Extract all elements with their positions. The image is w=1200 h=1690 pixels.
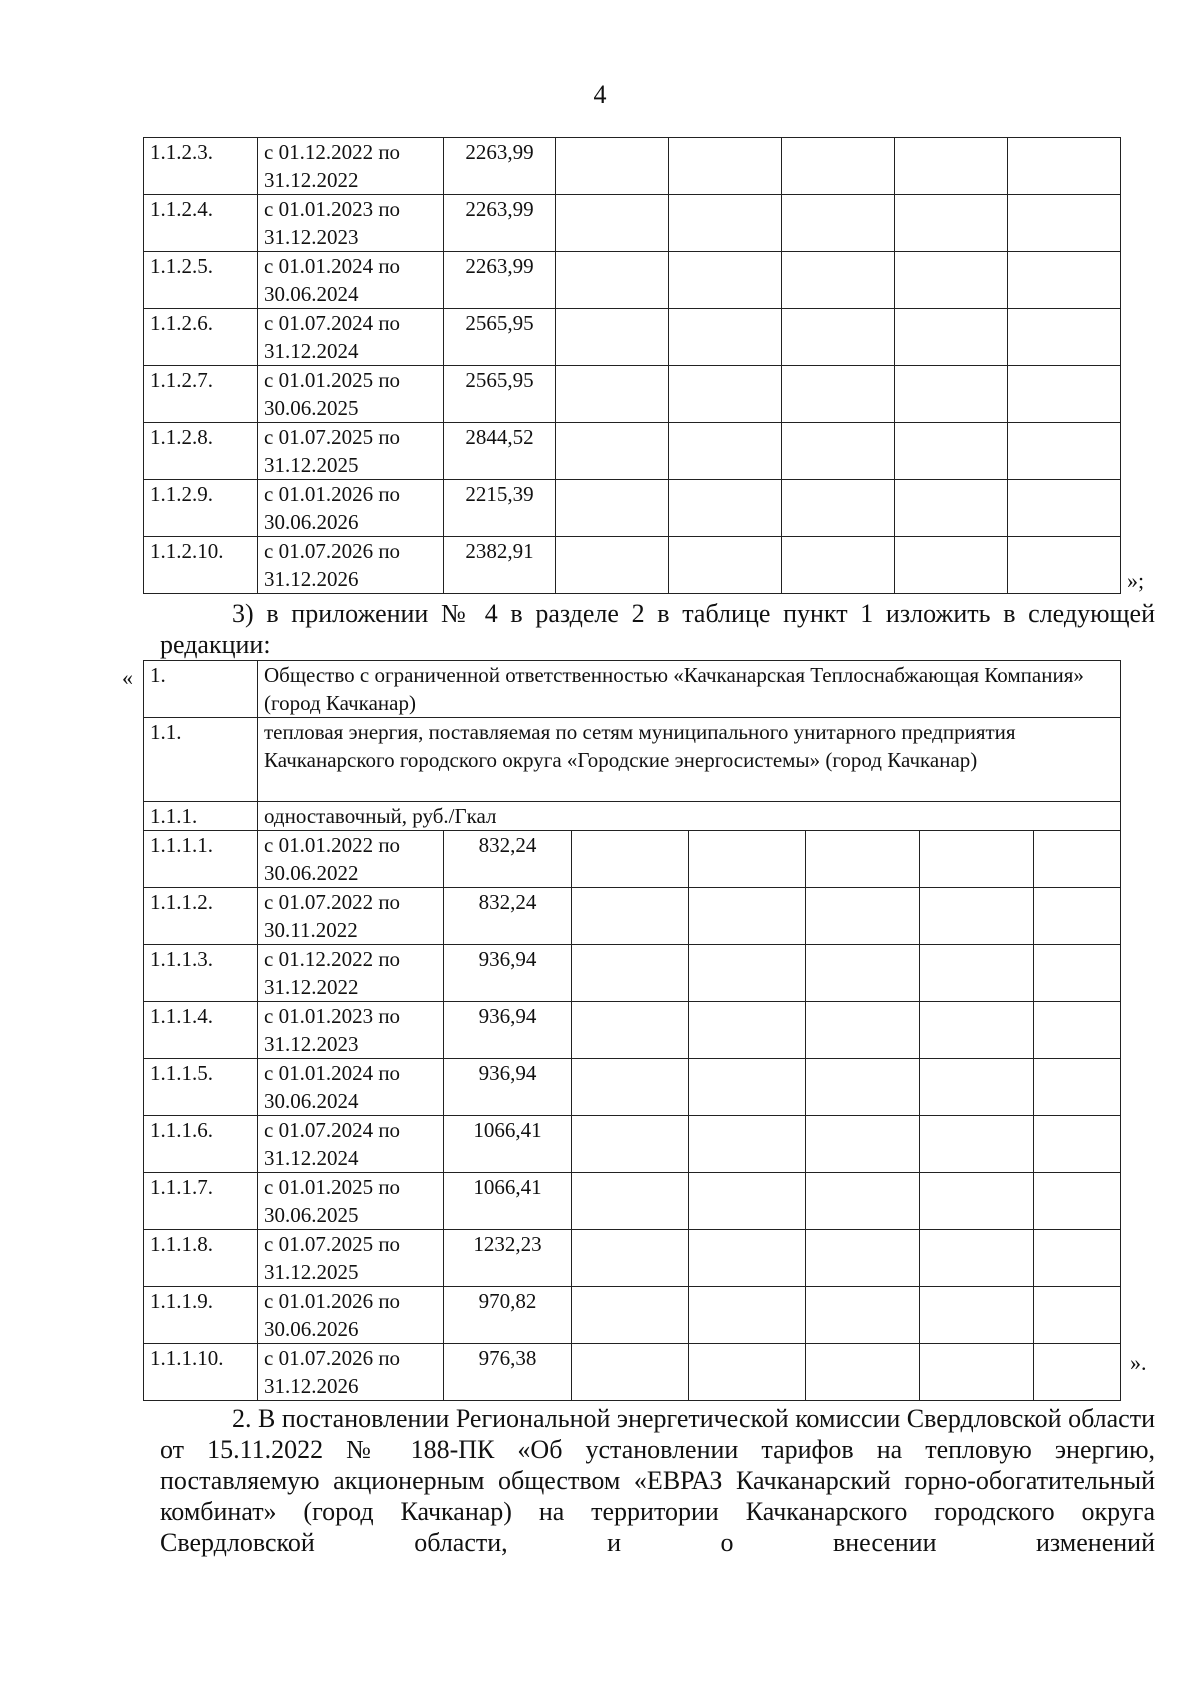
row-number: 1.1.1.10.	[144, 1344, 258, 1401]
empty-cell	[556, 309, 669, 366]
empty-cell	[1034, 1173, 1121, 1230]
row-value: 936,94	[444, 1059, 572, 1116]
empty-cell	[556, 480, 669, 537]
empty-cell	[572, 945, 689, 1002]
row-period: с 01.12.2022 по 31.12.2022	[258, 945, 444, 1002]
row-number: 1.1.2.10.	[144, 537, 258, 594]
table-row	[144, 138, 1121, 195]
row-period: с 01.01.2026 по 30.06.2026	[258, 480, 444, 537]
empty-cell	[806, 831, 920, 888]
empty-cell	[572, 1230, 689, 1287]
empty-cell	[895, 252, 1008, 309]
table-row	[144, 1116, 1121, 1173]
row-period: с 01.07.2025 по 31.12.2025	[258, 423, 444, 480]
row-period: с 01.01.2025 по 30.06.2025	[258, 1173, 444, 1230]
empty-cell	[782, 195, 895, 252]
empty-cell	[689, 1287, 806, 1344]
empty-cell	[1034, 1002, 1121, 1059]
table-header-row	[144, 718, 1121, 802]
empty-cell	[920, 1230, 1034, 1287]
empty-cell	[556, 195, 669, 252]
closing-quote-top: »;	[1127, 568, 1145, 593]
empty-cell	[782, 537, 895, 594]
empty-cell	[689, 1173, 806, 1230]
row-value: 2565,95	[444, 366, 556, 423]
empty-cell	[920, 1116, 1034, 1173]
row-number: 1.1.2.7.	[144, 366, 258, 423]
empty-cell	[1034, 1344, 1121, 1401]
row-value: 1066,41	[444, 1173, 572, 1230]
empty-cell	[572, 1002, 689, 1059]
empty-cell	[806, 1173, 920, 1230]
table-row	[144, 1344, 1121, 1401]
row-number: 1.1.2.5.	[144, 252, 258, 309]
row-number: 1.1.2.4.	[144, 195, 258, 252]
empty-cell	[669, 138, 782, 195]
empty-cell	[895, 138, 1008, 195]
empty-cell	[556, 252, 669, 309]
row-number: 1.1.1.	[144, 802, 258, 831]
row-value: 2263,99	[444, 195, 556, 252]
row-value: 936,94	[444, 945, 572, 1002]
empty-cell	[920, 1059, 1034, 1116]
row-number: 1.1.1.2.	[144, 888, 258, 945]
empty-cell	[689, 1230, 806, 1287]
row-period: с 01.07.2022 по 30.11.2022	[258, 888, 444, 945]
empty-cell	[689, 1116, 806, 1173]
tariff-table-top	[143, 137, 1121, 594]
table-row	[144, 1287, 1121, 1344]
table-row	[144, 1002, 1121, 1059]
empty-cell	[1008, 537, 1121, 594]
empty-cell	[689, 1344, 806, 1401]
empty-cell	[1034, 888, 1121, 945]
empty-cell	[1008, 366, 1121, 423]
empty-cell	[572, 1344, 689, 1401]
table-row	[144, 252, 1121, 309]
table-row	[144, 366, 1121, 423]
row-number: 1.1.1.5.	[144, 1059, 258, 1116]
empty-cell	[556, 366, 669, 423]
empty-cell	[782, 366, 895, 423]
row-value: 936,94	[444, 1002, 572, 1059]
row-number: 1.1.1.7.	[144, 1173, 258, 1230]
empty-cell	[782, 138, 895, 195]
empty-cell	[669, 366, 782, 423]
row-value: 2382,91	[444, 537, 556, 594]
table-row	[144, 1059, 1121, 1116]
empty-cell	[1008, 309, 1121, 366]
empty-cell	[806, 888, 920, 945]
row-description: тепловая энергия, поставляемая по сетям муниципального унитарного предприятия Качканарского городского округа «Городские энергосистемы» (город Качканар)	[258, 718, 1121, 802]
empty-cell	[895, 366, 1008, 423]
empty-cell	[782, 423, 895, 480]
opening-quote-bottom: «	[122, 665, 133, 690]
empty-cell	[895, 480, 1008, 537]
empty-cell	[556, 138, 669, 195]
row-number: 1.1.1.3.	[144, 945, 258, 1002]
empty-cell	[572, 1173, 689, 1230]
empty-cell	[1008, 480, 1121, 537]
empty-cell	[689, 888, 806, 945]
empty-cell	[1034, 1116, 1121, 1173]
tariff-table-bottom	[143, 660, 1121, 1401]
empty-cell	[920, 1173, 1034, 1230]
empty-cell	[806, 1344, 920, 1401]
empty-cell	[689, 831, 806, 888]
empty-cell	[806, 1230, 920, 1287]
table-row	[144, 423, 1121, 480]
empty-cell	[895, 423, 1008, 480]
empty-cell	[806, 1116, 920, 1173]
row-period: с 01.01.2025 по 30.06.2025	[258, 366, 444, 423]
empty-cell	[895, 309, 1008, 366]
empty-cell	[669, 480, 782, 537]
table-row	[144, 1173, 1121, 1230]
empty-cell	[920, 1287, 1034, 1344]
row-value: 1232,23	[444, 1230, 572, 1287]
row-period: с 01.01.2026 по 30.06.2026	[258, 1287, 444, 1344]
row-number: 1.1.1.8.	[144, 1230, 258, 1287]
row-value: 2263,99	[444, 252, 556, 309]
empty-cell	[669, 309, 782, 366]
table-row	[144, 888, 1121, 945]
empty-cell	[920, 945, 1034, 1002]
empty-cell	[689, 1059, 806, 1116]
row-value: 832,24	[444, 888, 572, 945]
empty-cell	[1008, 252, 1121, 309]
row-period: с 01.07.2025 по 31.12.2025	[258, 1230, 444, 1287]
row-period: с 01.01.2023 по 31.12.2023	[258, 195, 444, 252]
row-description: одноставочный, руб./Гкал	[258, 802, 1121, 831]
empty-cell	[806, 1059, 920, 1116]
table-row	[144, 945, 1121, 1002]
empty-cell	[669, 423, 782, 480]
table-row	[144, 1230, 1121, 1287]
empty-cell	[806, 1002, 920, 1059]
empty-cell	[920, 831, 1034, 888]
row-value: 1066,41	[444, 1116, 572, 1173]
empty-cell	[689, 945, 806, 1002]
row-number: 1.1.2.8.	[144, 423, 258, 480]
row-number: 1.1.1.1.	[144, 831, 258, 888]
paragraph-3: 3) в приложении № 4 в разделе 2 в таблице пункт 1 изложить в следующей редакции:	[160, 599, 1155, 659]
row-period: с 01.12.2022 по 31.12.2022	[258, 138, 444, 195]
empty-cell	[920, 888, 1034, 945]
row-value: 832,24	[444, 831, 572, 888]
empty-cell	[1008, 423, 1121, 480]
empty-cell	[669, 195, 782, 252]
empty-cell	[782, 252, 895, 309]
row-period: с 01.07.2024 по 31.12.2024	[258, 1116, 444, 1173]
row-period: с 01.07.2024 по 31.12.2024	[258, 309, 444, 366]
empty-cell	[806, 1287, 920, 1344]
row-period: с 01.01.2024 по 30.06.2024	[258, 252, 444, 309]
table-header-row	[144, 661, 1121, 718]
row-period: с 01.01.2022 по 30.06.2022	[258, 831, 444, 888]
table-header-row	[144, 802, 1121, 831]
empty-cell	[556, 537, 669, 594]
row-description: Общество с ограниченной ответственностью «Качканарская Теплоснабжающая Компания» (город Качканар)	[258, 661, 1121, 718]
empty-cell	[572, 1116, 689, 1173]
empty-cell	[689, 1002, 806, 1059]
row-value: 2263,99	[444, 138, 556, 195]
row-number: 1.1.	[144, 718, 258, 802]
row-value: 2215,39	[444, 480, 556, 537]
table-row	[144, 831, 1121, 888]
row-period: с 01.01.2023 по 31.12.2023	[258, 1002, 444, 1059]
empty-cell	[920, 1002, 1034, 1059]
empty-cell	[572, 1059, 689, 1116]
table-row	[144, 195, 1121, 252]
empty-cell	[920, 1344, 1034, 1401]
row-number: 1.1.1.9.	[144, 1287, 258, 1344]
empty-cell	[669, 537, 782, 594]
row-number: 1.1.1.6.	[144, 1116, 258, 1173]
row-value: 2565,95	[444, 309, 556, 366]
empty-cell	[895, 537, 1008, 594]
row-period: с 01.01.2024 по 30.06.2024	[258, 1059, 444, 1116]
table-row	[144, 537, 1121, 594]
row-period: с 01.07.2026 по 31.12.2026	[258, 1344, 444, 1401]
empty-cell	[1034, 1059, 1121, 1116]
empty-cell	[1034, 1230, 1121, 1287]
empty-cell	[572, 1287, 689, 1344]
row-number: 1.	[144, 661, 258, 718]
empty-cell	[782, 309, 895, 366]
empty-cell	[1034, 945, 1121, 1002]
row-period: с 01.07.2026 по 31.12.2026	[258, 537, 444, 594]
empty-cell	[1008, 138, 1121, 195]
table-row	[144, 309, 1121, 366]
row-value: 970,82	[444, 1287, 572, 1344]
row-number: 1.1.2.3.	[144, 138, 258, 195]
row-number: 1.1.2.6.	[144, 309, 258, 366]
empty-cell	[1008, 195, 1121, 252]
empty-cell	[669, 252, 782, 309]
closing-quote-bottom: ».	[1130, 1350, 1147, 1375]
table-row	[144, 480, 1121, 537]
empty-cell	[806, 945, 920, 1002]
row-value: 2844,52	[444, 423, 556, 480]
empty-cell	[1034, 1287, 1121, 1344]
row-number: 1.1.1.4.	[144, 1002, 258, 1059]
empty-cell	[782, 480, 895, 537]
empty-cell	[572, 888, 689, 945]
empty-cell	[895, 195, 1008, 252]
empty-cell	[556, 423, 669, 480]
empty-cell	[1034, 831, 1121, 888]
empty-cell	[572, 831, 689, 888]
paragraph-2: 2. В постановлении Региональной энергетической комиссии Свердловской области от 15.11.2022 № 188-ПК «Об установлении тарифов на тепловую энергию, поставляемую акционерным обществом «ЕВРАЗ Качканарский горно-обогатительный комбинат» (город Качканар) на территории Качканарского городского округа Свердловской области, и о внесении изменений	[160, 1404, 1155, 1557]
row-number: 1.1.2.9.	[144, 480, 258, 537]
page-number: 4	[593, 80, 607, 109]
row-value: 976,38	[444, 1344, 572, 1401]
